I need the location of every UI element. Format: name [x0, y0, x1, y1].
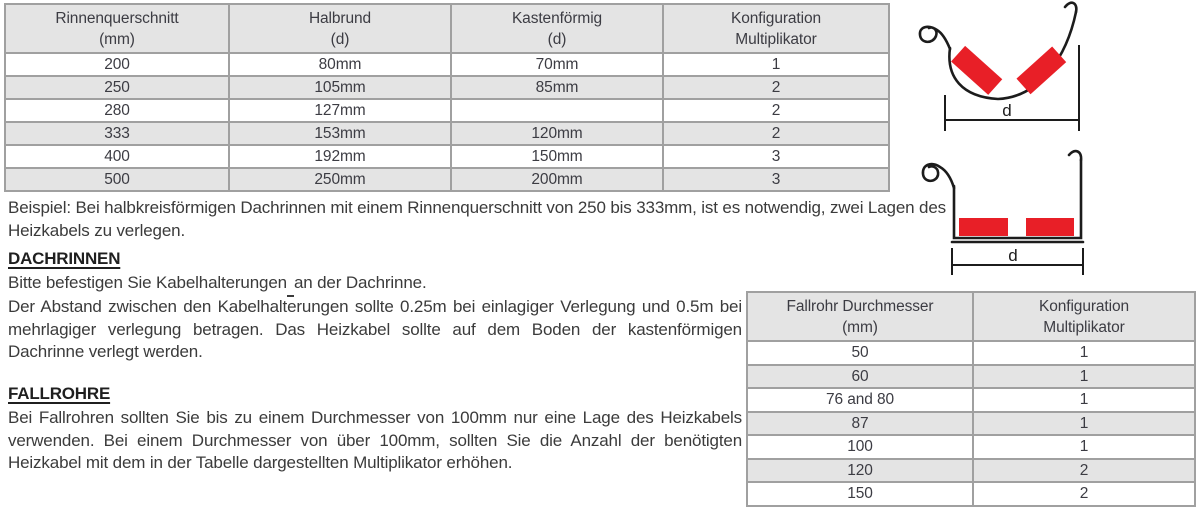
table-row — [5, 99, 889, 122]
table-cell: 1 — [973, 365, 1195, 389]
heating-cable-right — [1026, 218, 1074, 236]
table-cell: 1 — [973, 388, 1195, 412]
table-cell: 2 — [663, 122, 889, 145]
halfround-gutter-hook — [1065, 3, 1076, 12]
table-cell: 192mm — [229, 145, 451, 168]
fallrohre-paragraph: Bei Fallrohren sollten Sie bis zu einem Durchmesser von 100mm nur eine Lage des Heizkabels verwenden. Bei einem Durchmesser von über 100mm, sollten Sie die Anzahl der benötigten Heizkabel mit dem in der Tabelle dargestellten Multiplikator erhöhen. — [8, 408, 742, 473]
heating-cable-left — [959, 218, 1008, 236]
table-cell: 200 — [5, 53, 229, 76]
table-cell: 85mm — [451, 76, 663, 99]
column-header: Fallrohr Durchmesser (mm) — [747, 292, 973, 341]
dachrinnen-intro-line — [8, 272, 748, 297]
table-row — [5, 168, 889, 191]
halfround-gutter-curl — [920, 27, 950, 49]
table-cell: 250mm — [229, 168, 451, 191]
table-cell: 150 — [747, 482, 973, 506]
table-cell: 400 — [5, 145, 229, 168]
downpipe-table-header-row — [747, 292, 1195, 341]
table-cell: 70mm — [451, 53, 663, 76]
table-cell: 80mm — [229, 53, 451, 76]
box-gutter-curl — [923, 164, 954, 188]
table-row — [5, 145, 889, 168]
table-row — [747, 388, 1195, 412]
table-row — [747, 435, 1195, 459]
beispiel-paragraph: Beispiel: Bei halbkreisförmigen Dachrinnen mit einem Rinnenquerschnitt von 250 bis 333mm, ist es notwendig, zwei Lagen des Heizkabels zu verlegen. — [8, 198, 946, 240]
table-cell: 1 — [973, 435, 1195, 459]
column-header: Rinnenquerschnitt (mm) — [5, 4, 229, 53]
gutter-table-header-row — [5, 4, 889, 53]
fallrohre-heading: FALLROHRE — [8, 384, 111, 403]
table-row — [747, 341, 1195, 365]
table-cell: 500 — [5, 168, 229, 191]
table-cell: 2 — [663, 99, 889, 122]
table-row — [5, 122, 889, 145]
table-row — [747, 365, 1195, 389]
table-cell: 3 — [663, 145, 889, 168]
table-cell: 105mm — [229, 76, 451, 99]
table-cell: 200mm — [451, 168, 663, 191]
column-header: Konfiguration Multiplikator — [973, 292, 1195, 341]
column-header: Kastenförmig (d) — [451, 4, 663, 53]
halfround-gutter-diagram — [895, 0, 1095, 136]
dachrinnen-intro-part1: Bitte befestigen Sie Kabelhalterungen — [8, 273, 287, 292]
dachrinnen-heading: DACHRINNEN — [8, 249, 121, 268]
table-cell: 333 — [5, 122, 229, 145]
box-gutter-hook — [1069, 151, 1081, 160]
table-cell: 1 — [973, 412, 1195, 436]
table-cell: 60 — [747, 365, 973, 389]
table-cell: 150mm — [451, 145, 663, 168]
dachrinnen-intro-part2: an der Dachrinne. — [293, 273, 427, 292]
table-row — [5, 53, 889, 76]
dachrinnen-paragraph: Der Abstand zwischen den Kabelhalterungen sollte 0.25m bei einlagiger Verlegung und 0.5m bei mehrlagiger verlegung betragen. Das Heizkabel sollte auf dem Boden der kastenförmigen Dachrinne verlegt werden. — [8, 297, 742, 362]
table-cell: 250 — [5, 76, 229, 99]
table-cell — [451, 99, 663, 122]
table-cell: 76 and 80 — [747, 388, 973, 412]
table-cell: 280 — [5, 99, 229, 122]
column-header: Konfiguration Multiplikator — [663, 4, 889, 53]
underlined-space — [287, 272, 294, 297]
heating-cable-left — [951, 46, 1002, 95]
table-cell: 3 — [663, 168, 889, 191]
table-cell: 1 — [973, 341, 1195, 365]
table-cell: 120mm — [451, 122, 663, 145]
table-row — [747, 459, 1195, 483]
table-cell: 2 — [973, 482, 1195, 506]
table-cell: 87 — [747, 412, 973, 436]
dimension-label-d: d — [1002, 101, 1012, 120]
table-row — [747, 412, 1195, 436]
downpipe-table — [746, 291, 1196, 507]
gutter-table — [4, 3, 890, 192]
table-cell: 2 — [663, 76, 889, 99]
table-cell: 1 — [663, 53, 889, 76]
table-row — [747, 482, 1195, 506]
table-cell: 120 — [747, 459, 973, 483]
dimension-label-d: d — [1008, 246, 1018, 265]
table-cell: 127mm — [229, 99, 451, 122]
table-cell: 153mm — [229, 122, 451, 145]
column-header: Halbrund (d) — [229, 4, 451, 53]
table-cell: 100 — [747, 435, 973, 459]
table-cell: 50 — [747, 341, 973, 365]
table-cell: 2 — [973, 459, 1195, 483]
table-row — [5, 76, 889, 99]
heating-cable-right — [1016, 47, 1066, 95]
